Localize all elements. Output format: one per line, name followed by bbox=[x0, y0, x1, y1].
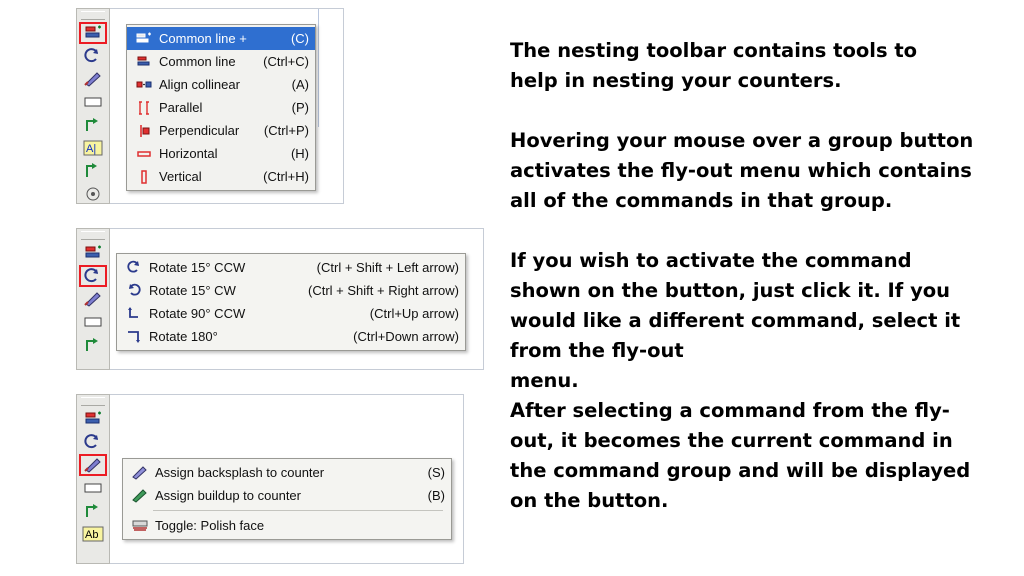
menu-item-accel: (S) bbox=[427, 465, 445, 480]
toolbar-button-assign-backsplash[interactable] bbox=[79, 68, 107, 90]
rotate-180-icon bbox=[123, 329, 145, 344]
copy-line-9: from the fly-out bbox=[510, 339, 684, 362]
menu-item-accel: (Ctrl+H) bbox=[263, 169, 309, 184]
copy-line-10: menu. bbox=[510, 369, 579, 392]
copy-line-14: on the button. bbox=[510, 489, 669, 512]
menu-item-accel: (Ctrl+Down arrow) bbox=[353, 329, 459, 344]
menu-item-accel: (H) bbox=[290, 146, 309, 161]
nesting-toolbar-bottom[interactable] bbox=[76, 394, 110, 564]
menu-item-accel: (C) bbox=[290, 31, 309, 46]
menu-item-label: Rotate 15° CCW bbox=[149, 260, 246, 275]
toolbar-button-rotate[interactable] bbox=[79, 45, 107, 67]
toolbar-button-circle-target[interactable] bbox=[79, 183, 107, 205]
menu-item-label: Rotate 90° CCW bbox=[149, 306, 246, 321]
menu-item-perpendicular[interactable] bbox=[127, 119, 315, 142]
toolbar-button-text-ab[interactable] bbox=[79, 523, 107, 545]
copy-line-1: The nesting toolbar contains tools to bbox=[510, 39, 918, 62]
menu-item-label: Assign buildup to counter bbox=[155, 488, 301, 503]
nesting-toolbar-top[interactable] bbox=[76, 8, 110, 204]
copy-line-6: If you wish to activate the command bbox=[510, 249, 912, 272]
menu-item-align-collinear[interactable] bbox=[127, 73, 315, 96]
menu-item-label: Rotate 15° CW bbox=[149, 283, 236, 298]
menu-item-vertical[interactable] bbox=[127, 165, 315, 188]
copy-line-3: Hovering your mouse over a group button bbox=[510, 129, 974, 152]
assign-backsplash-icon bbox=[129, 465, 151, 480]
toolbar-button-rectangle[interactable] bbox=[79, 311, 107, 333]
parallel-icon bbox=[133, 101, 155, 115]
menu-item-label: Toggle: Polish face bbox=[155, 518, 265, 533]
toolbar-grip[interactable] bbox=[81, 11, 105, 20]
copy-line-13: the command group and will be displayed bbox=[510, 459, 971, 482]
menu-item-label: Assign backsplash to counter bbox=[155, 465, 325, 480]
menu-item-accel: (Ctrl+Up arrow) bbox=[369, 306, 459, 321]
menu-item-rotate-180[interactable] bbox=[117, 325, 465, 348]
svg-text:A|: A| bbox=[86, 143, 97, 155]
assign-flyout[interactable] bbox=[122, 458, 452, 540]
vertical-icon bbox=[133, 170, 155, 184]
copy-line-11: After selecting a command from the fly- bbox=[510, 399, 950, 422]
toolbar-button-common-line[interactable] bbox=[79, 408, 107, 430]
toolbar-button-text-label[interactable] bbox=[79, 137, 107, 159]
menu-item-rotate-90-ccw[interactable] bbox=[117, 302, 465, 325]
canvas-grid-line bbox=[318, 9, 319, 127]
assign-buildup-icon bbox=[129, 488, 151, 503]
copy-line-7: shown on the button, just click it. If you bbox=[510, 279, 951, 302]
toolbar-grip[interactable] bbox=[81, 397, 105, 406]
copy-line-8: would like a different command, select it bbox=[510, 309, 961, 332]
copy-line-12: out, it becomes the current command in bbox=[510, 429, 953, 452]
toolbar-button-rectangle[interactable] bbox=[79, 477, 107, 499]
menu-item-label: Perpendicular bbox=[159, 123, 240, 138]
menu-item-label: Common line bbox=[159, 54, 236, 69]
common-line-flyout[interactable] bbox=[126, 24, 316, 191]
perpendicular-icon bbox=[133, 124, 155, 138]
menu-item-label: Common line + bbox=[159, 31, 247, 46]
toolbar-button-flip[interactable] bbox=[79, 500, 107, 522]
menu-item-accel: (Ctrl+P) bbox=[263, 123, 309, 138]
rotate-flyout[interactable] bbox=[116, 253, 466, 351]
menu-item-accel: (Ctrl+C) bbox=[263, 54, 309, 69]
menu-item-label: Horizontal bbox=[159, 146, 218, 161]
menu-item-rotate-15-cw[interactable] bbox=[117, 279, 465, 302]
rotate-cw-icon bbox=[123, 283, 145, 298]
toolbar-button-rectangle[interactable] bbox=[79, 91, 107, 113]
toolbar-button-assign-backsplash[interactable] bbox=[79, 288, 107, 310]
menu-item-label: Align collinear bbox=[159, 77, 240, 92]
instruction-text bbox=[510, 36, 980, 516]
common-line-icon bbox=[133, 55, 155, 69]
menu-item-accel: (Ctrl + Shift + Right arrow) bbox=[308, 283, 459, 298]
menu-item-accel: (B) bbox=[427, 488, 445, 503]
menu-item-accel: (P) bbox=[291, 100, 309, 115]
menu-item-accel: (Ctrl + Shift + Left arrow) bbox=[316, 260, 459, 275]
menu-item-parallel[interactable] bbox=[127, 96, 315, 119]
rotate-90-ccw-icon bbox=[123, 306, 145, 321]
menu-item-rotate-15-ccw[interactable] bbox=[117, 256, 465, 279]
horizontal-icon bbox=[133, 147, 155, 161]
menu-item-assign-buildup[interactable] bbox=[123, 484, 451, 507]
menu-item-common-line[interactable] bbox=[127, 50, 315, 73]
toolbar-button-rotate[interactable] bbox=[79, 431, 107, 453]
copy-line-2: help in nesting your counters. bbox=[510, 69, 842, 92]
menu-item-toggle-polish-face[interactable] bbox=[123, 514, 451, 537]
toolbar-button-assign-backsplash[interactable] bbox=[79, 454, 107, 476]
toolbar-button-common-line[interactable] bbox=[79, 242, 107, 264]
menu-item-assign-backsplash[interactable] bbox=[123, 461, 451, 484]
nesting-toolbar-middle[interactable] bbox=[76, 228, 110, 370]
menu-item-accel: (A) bbox=[291, 77, 309, 92]
toolbar-button-rotate[interactable] bbox=[79, 265, 107, 287]
toolbar-button-common-line[interactable] bbox=[79, 22, 107, 44]
toolbar-button-flip[interactable] bbox=[79, 334, 107, 356]
copy-line-5: all of the commands in that group. bbox=[510, 189, 893, 212]
menu-item-label: Vertical bbox=[159, 169, 202, 184]
align-collinear-icon bbox=[133, 78, 155, 92]
polish-face-icon bbox=[129, 518, 151, 533]
svg-text:Ab: Ab bbox=[85, 529, 99, 541]
menu-separator bbox=[153, 510, 443, 511]
menu-item-horizontal[interactable] bbox=[127, 142, 315, 165]
menu-item-common-line-plus[interactable] bbox=[127, 27, 315, 50]
toolbar-button-arrow-green[interactable] bbox=[79, 160, 107, 182]
copy-line-4: activates the fly-out menu which contains bbox=[510, 159, 972, 182]
toolbar-button-flip[interactable] bbox=[79, 114, 107, 136]
menu-item-label: Parallel bbox=[159, 100, 203, 115]
menu-item-label: Rotate 180° bbox=[149, 329, 218, 344]
toolbar-grip[interactable] bbox=[81, 231, 105, 240]
rotate-ccw-icon bbox=[123, 260, 145, 275]
common-line-plus-icon bbox=[133, 32, 155, 46]
